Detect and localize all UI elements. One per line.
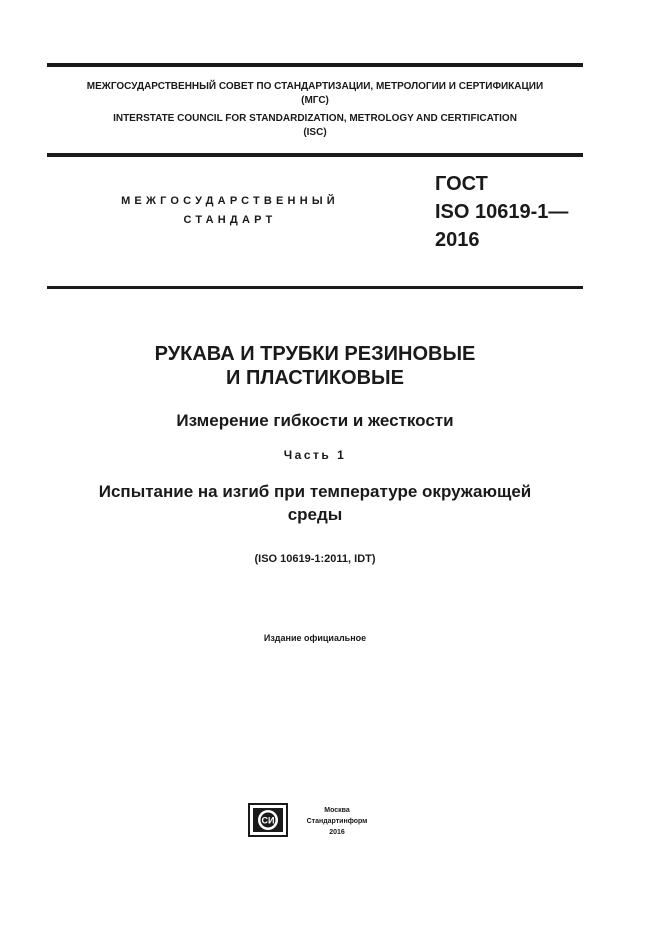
gost-number: ISO 10619-1— [435,201,569,223]
document-title [47,342,583,390]
document-subtitle: Измерение гибкости и жесткости [176,411,454,430]
council-name-ru [47,80,583,108]
council-name-en [47,112,583,140]
part-title-line2: среды [287,505,343,524]
publisher-city: Москва [324,807,350,814]
council-en-abbr: (ISC) [303,127,327,138]
iso-reference: (ISO 10619-1:2011, IDT) [254,553,376,565]
council-en-line1: INTERSTATE COUNCIL FOR STANDARDIZATION, METROLOGY AND CERTIFICATION [113,113,517,124]
document-title-line2: И ПЛАСТИКОВЫЕ [226,367,404,389]
logo-text: СИ [261,815,275,826]
top-rule [47,63,583,67]
middle-rule [47,153,583,157]
edition-note: Издание официальное [263,633,367,643]
gost-year: 2016 [435,229,480,251]
gost-label: ГОСТ [435,173,488,195]
standartinform-logo-icon [248,803,288,837]
publisher-year: 2016 [329,829,345,836]
publisher-name: Стандартинформ [306,818,368,825]
council-ru-abbr: (МГС) [301,95,329,106]
publisher-block [292,805,382,838]
standard-kind-line1: МЕЖГОСУДАРСТВЕННЫЙ [121,195,339,207]
part-number: Часть 1 [283,448,347,462]
council-ru-line1: МЕЖГОСУДАРСТВЕННЫЙ СОВЕТ ПО СТАНДАРТИЗАЦИИ, МЕТРОЛОГИИ И СЕРТИФИКАЦИИ [86,81,544,92]
bottom-rule [47,286,583,289]
part-title [47,480,583,526]
part-title-line1: Испытание на изгиб при температуре окружающей [98,482,532,501]
standard-kind-line2: СТАНДАРТ [183,214,277,226]
document-title-line1: РУКАВА И ТРУБКИ РЕЗИНОВЫЕ [154,343,476,365]
